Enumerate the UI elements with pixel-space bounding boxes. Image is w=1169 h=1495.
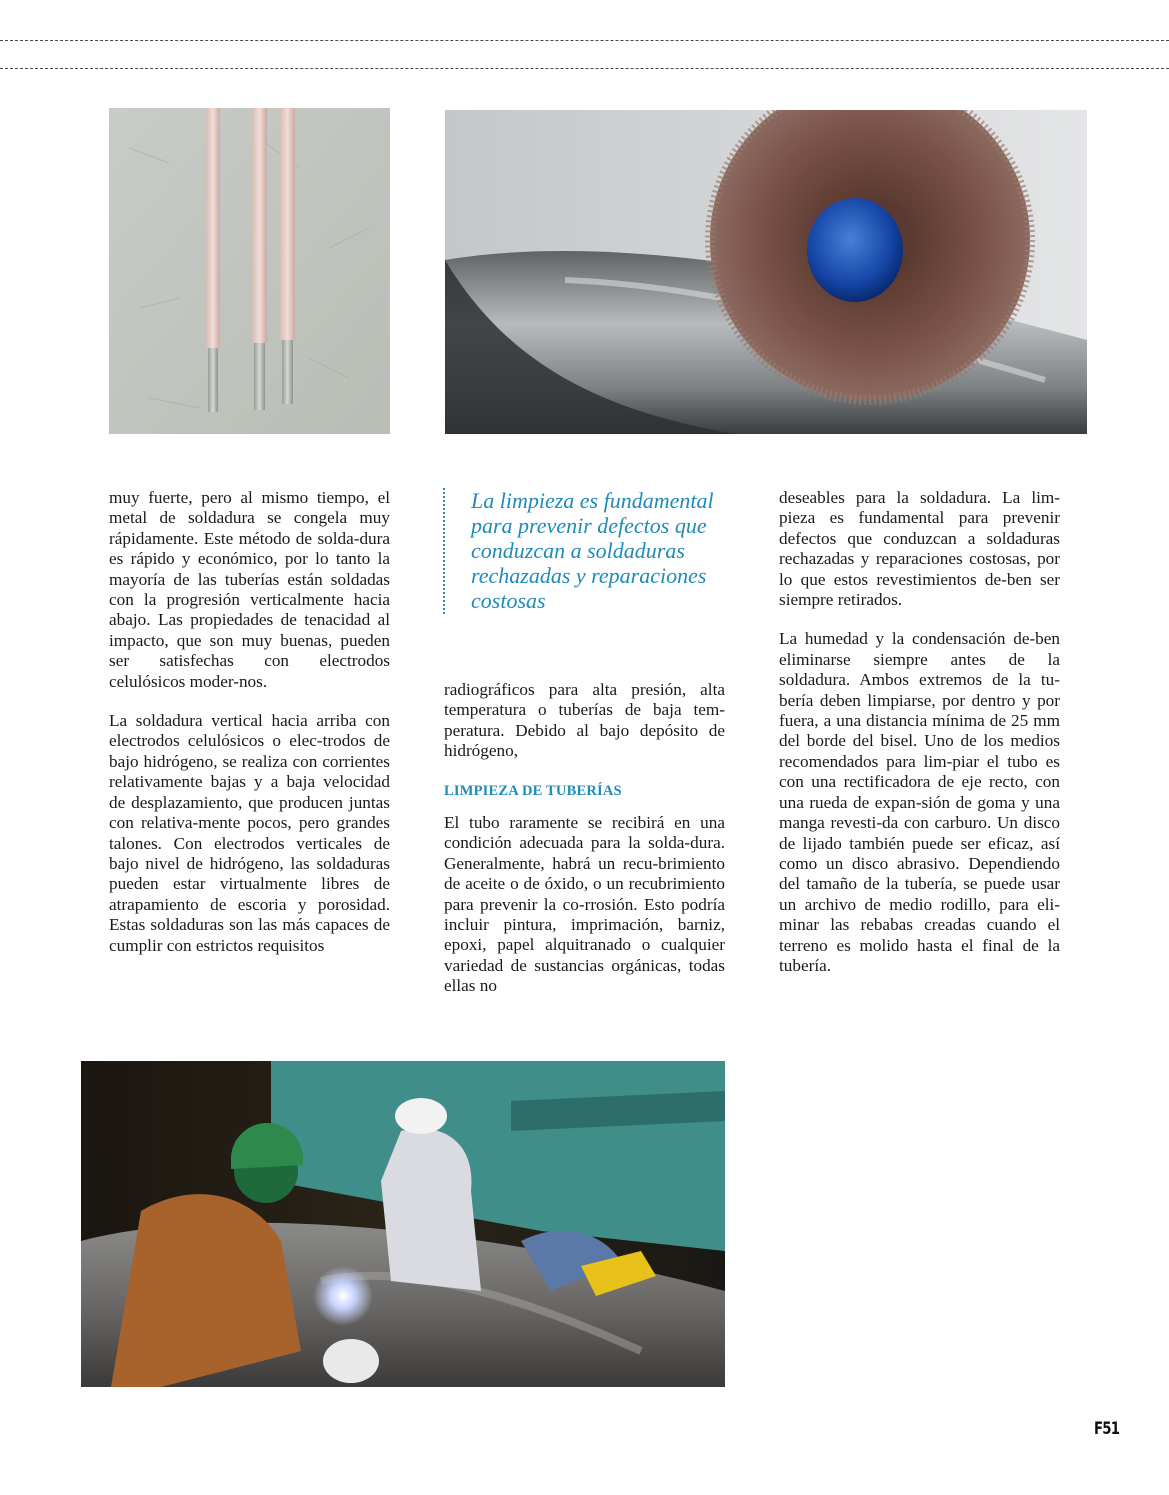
- middle-paragraph-1: radiográficos para alta presión, alta temperatura o tuberías de baja tem-peratura. Debido al bajo depósito de hidrógeno,: [444, 680, 725, 761]
- right-column: [779, 488, 1060, 995]
- welders-photo: [81, 1061, 725, 1387]
- left-paragraph-2: La soldadura vertical hacia arriba con electrodos celulósicos o elec-trodos de bajo hidrógeno, se realiza con corrientes relativamente bajas y a baja velocidad de desplazamiento, que producen juntas con relativa-mente pocos, pero grandes talones. Con electrodos verticales de bajo nivel de hidrógeno, las soldaduras pueden estar virtualmente libres de atrapamiento de escoria y porosidad. Estas soldaduras son las más capaces de cumplir con estrictos requisitos: [109, 711, 390, 955]
- left-column: [109, 488, 390, 975]
- pull-quote: La limpieza es fundamental para prevenir defectos que conduzcan a soldaduras rechazadas y reparaciones costosas: [443, 488, 725, 614]
- middle-column: [444, 680, 725, 1016]
- right-paragraph-1: deseables para la soldadura. La lim-pieza es fundamental para prevenir defectos que conduzcan a soldaduras rechazadas y reparaciones costosas, por lo que estos revestimientos de-ben ser siempre retirados.: [779, 488, 1060, 610]
- middle-paragraph-2: El tubo raramente se recibirá en una condición adecuada para la solda-dura. Generalmente, habrá un recu-brimiento de aceite o de óxido, o un recubrimiento para prevenir la co-rrosión. Esto podría incluir pintura, imprimación, barniz, epoxi, papel alquitranado o cualquier variedad de sustancias orgánicas, todas ellas no: [444, 813, 725, 996]
- section-heading: LIMPIEZA DE TUBERÍAS: [444, 782, 622, 799]
- right-paragraph-2: La humedad y la condensación de-ben eliminarse siempre antes de la soldadura. Ambos extremos de la tu-bería deben limpiarse, por dentro y por fuera, a una distancia mínima de 25 mm del borde del bisel. Uno de los medios recomendados para lim-piar el tubo es con una rectificadora de eje recto, con una rueda de expan-sión de goma y una manga revesti-da con carburo. Un disco de lijado también puede ser eficaz, así como un disco abrasivo. Dependiendo del tamaño de la tubería, se puede usar un archivo de medio rodillo, para eli-minar las rebabas creadas cuando el terreno es molido hasta el final de la tubería.: [779, 629, 1060, 975]
- page-number: F51: [1094, 1419, 1120, 1439]
- electrodes-photo: [109, 108, 390, 434]
- top-dashed-rule-1: [0, 40, 1169, 41]
- flap-wheel-photo: [445, 110, 1087, 434]
- left-paragraph-1: muy fuerte, pero al mismo tiempo, el metal de soldadura se congela muy rápidamente. Este método de solda-dura es rápido y económico, por lo tanto la mayoría de las tuberías están soldadas con la progresión verticalmente hacia abajo. Las propiedades de tenacidad al impacto, que son muy buenas, pueden ser satisfechas con electrodos celulósicos moder-nos.: [109, 488, 390, 691]
- top-dashed-rule-2: [0, 68, 1169, 69]
